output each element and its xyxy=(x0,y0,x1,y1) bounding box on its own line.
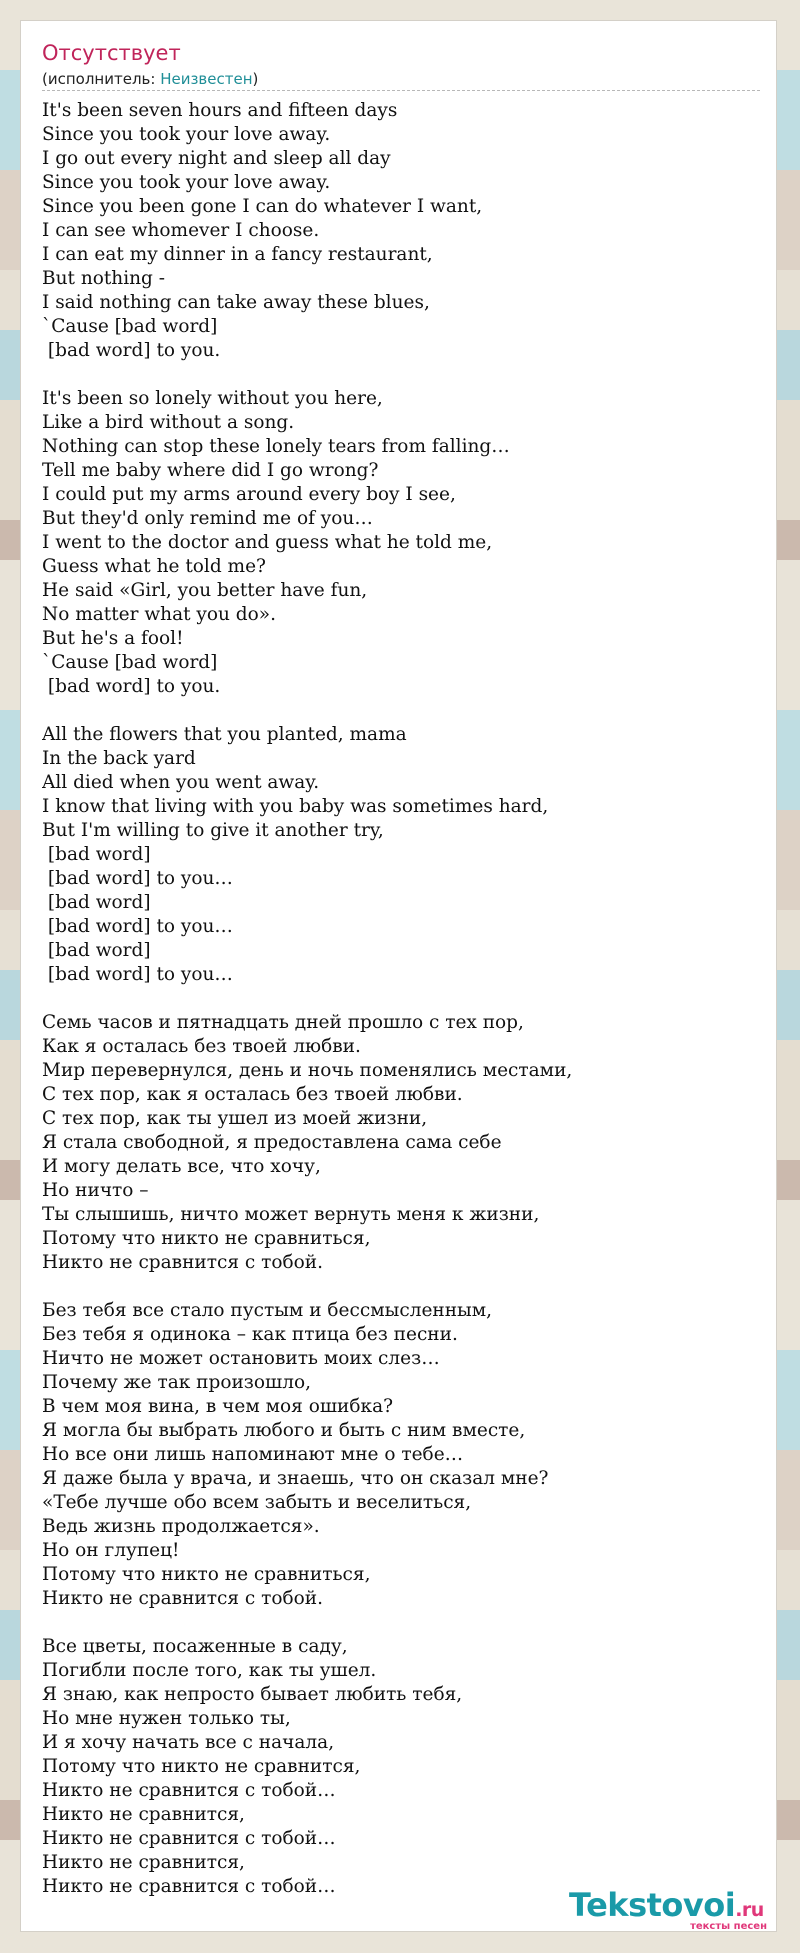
title-divider xyxy=(42,90,760,91)
artist-link[interactable]: Неизвестен xyxy=(160,70,253,88)
artist-prefix: (исполнитель: xyxy=(42,70,161,88)
site-logo[interactable] xyxy=(569,1887,769,1933)
lyrics-card xyxy=(20,20,777,1932)
song-title: Отсутствует xyxy=(42,41,181,65)
lyrics-text: It's been seven hours and fifteen days Since you took your love away. I go out every night and sleep all day Since you took your love away. Since you been gone I can do whatever I want, I can see whomever I choose. I can eat my dinner in a fancy restaurant, But nothing - I said nothing can take away these blues, `Cause [bad word] [bad word] to you. It's been so lonely without you here, Like a bird without a song. Nothing can stop these lonely tears from falling… Tell me baby where did I go wrong? I could put my arms around every boy I see, But they'd only remind me of you… I went to the doctor and guess what he told me, Guess what he told me? He said «Girl, you better have fun, No matter what you do». But he's a fool! `Cause [bad word] [bad word] to you. All the flowers that you planted, mama In the back yard All died when you went away. I know that living with you baby was sometimes hard, But I'm willing to give it another try, [bad word] [bad word] to you… [bad word] [bad word] to you… [bad word] [bad word] to you… Семь часов и пятнадцать дней прошло с тех пор, Как я осталась без твоей любви. Мир перевернулся, день и ночь поменялись местами, С тех пор, как я осталась без твоей любви. С тех пор, как ты ушел из моей жизни, Я стала свободной, я предоставлена сама себе И могу делать все, что хочу, Но ничто – Ты слышишь, ничто может вернуть меня к жизни, Потому что никто не сравниться, Никто не сравнится с тобой. Без тебя все стало пустым и бессмысленным, Без тебя я одинока – как птица без песни. Ничто не может остановить моих слез… Почему же так произошло, В чем моя вина, в чем моя ошибка? Я могла бы выбрать любого и быть с ним вместе, Но все они лишь напоминают мне о тебе… Я даже была у врача, и знаешь, что он сказал мне? «Тебе лучше обо всем забыть и веселиться, Ведь жизнь продолжается». Но он глупец! Потому что никто не сравниться, Никто не сравнится с тобой. Все цветы, посаженные в саду, Погибли после того, как ты ушел. Я знаю, как непросто бывает любить тебя, Но мне нужен только ты, И я хочу начать все с начала, Потому что никто не сравнится, Никто не сравнится с тобой… Никто не сравнится, Никто не сравнится с тобой… Никто не сравнится, Никто не сравнится с тобой… xyxy=(42,100,573,1897)
artist-line xyxy=(42,70,258,88)
artist-suffix: ) xyxy=(252,70,259,88)
logo-tagline: тексты песен xyxy=(690,1921,767,1932)
logo-tld: .ru xyxy=(735,1899,764,1921)
logo-name: Tekstovoi xyxy=(569,1886,736,1924)
